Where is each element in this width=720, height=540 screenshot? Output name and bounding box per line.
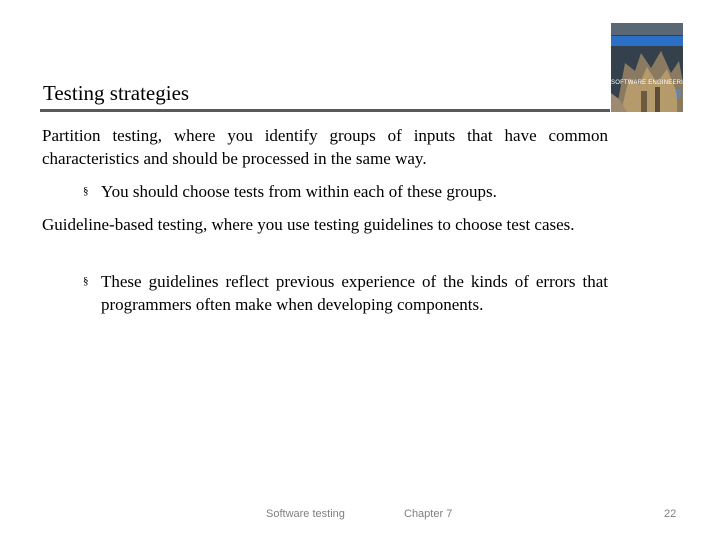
cover-edition: 9: [675, 89, 681, 100]
bullet-text: You should choose tests from within each of these groups.: [101, 182, 497, 201]
bullet-text: These guidelines reflect previous experience of the kinds of errors that programmers often make when developing components.: [101, 272, 608, 314]
slide-title: Testing strategies: [43, 81, 190, 105]
bullet-icon: §: [83, 185, 89, 197]
book-cover-image: [611, 23, 693, 112]
bullet-icon: §: [83, 275, 89, 287]
cover-band: [611, 36, 683, 46]
paragraph-guideline-testing: Guideline-based testing, where you use testing guidelines to choose test cases.: [42, 215, 575, 234]
cover-title: SOFTWARE ENGINEERING: [611, 80, 693, 86]
bullet-item: [83, 270, 608, 316]
footer-section-label: Software testing: [266, 508, 345, 520]
title-divider: [40, 109, 610, 112]
bullet-item: [83, 180, 608, 203]
footer-chapter-label: Chapter 7: [404, 508, 453, 520]
paragraph-partition-testing: Partition testing, where you identify groups of inputs that have common characteristics and should be processed in the same way.: [42, 126, 608, 168]
footer-page-number: 22: [664, 508, 677, 520]
